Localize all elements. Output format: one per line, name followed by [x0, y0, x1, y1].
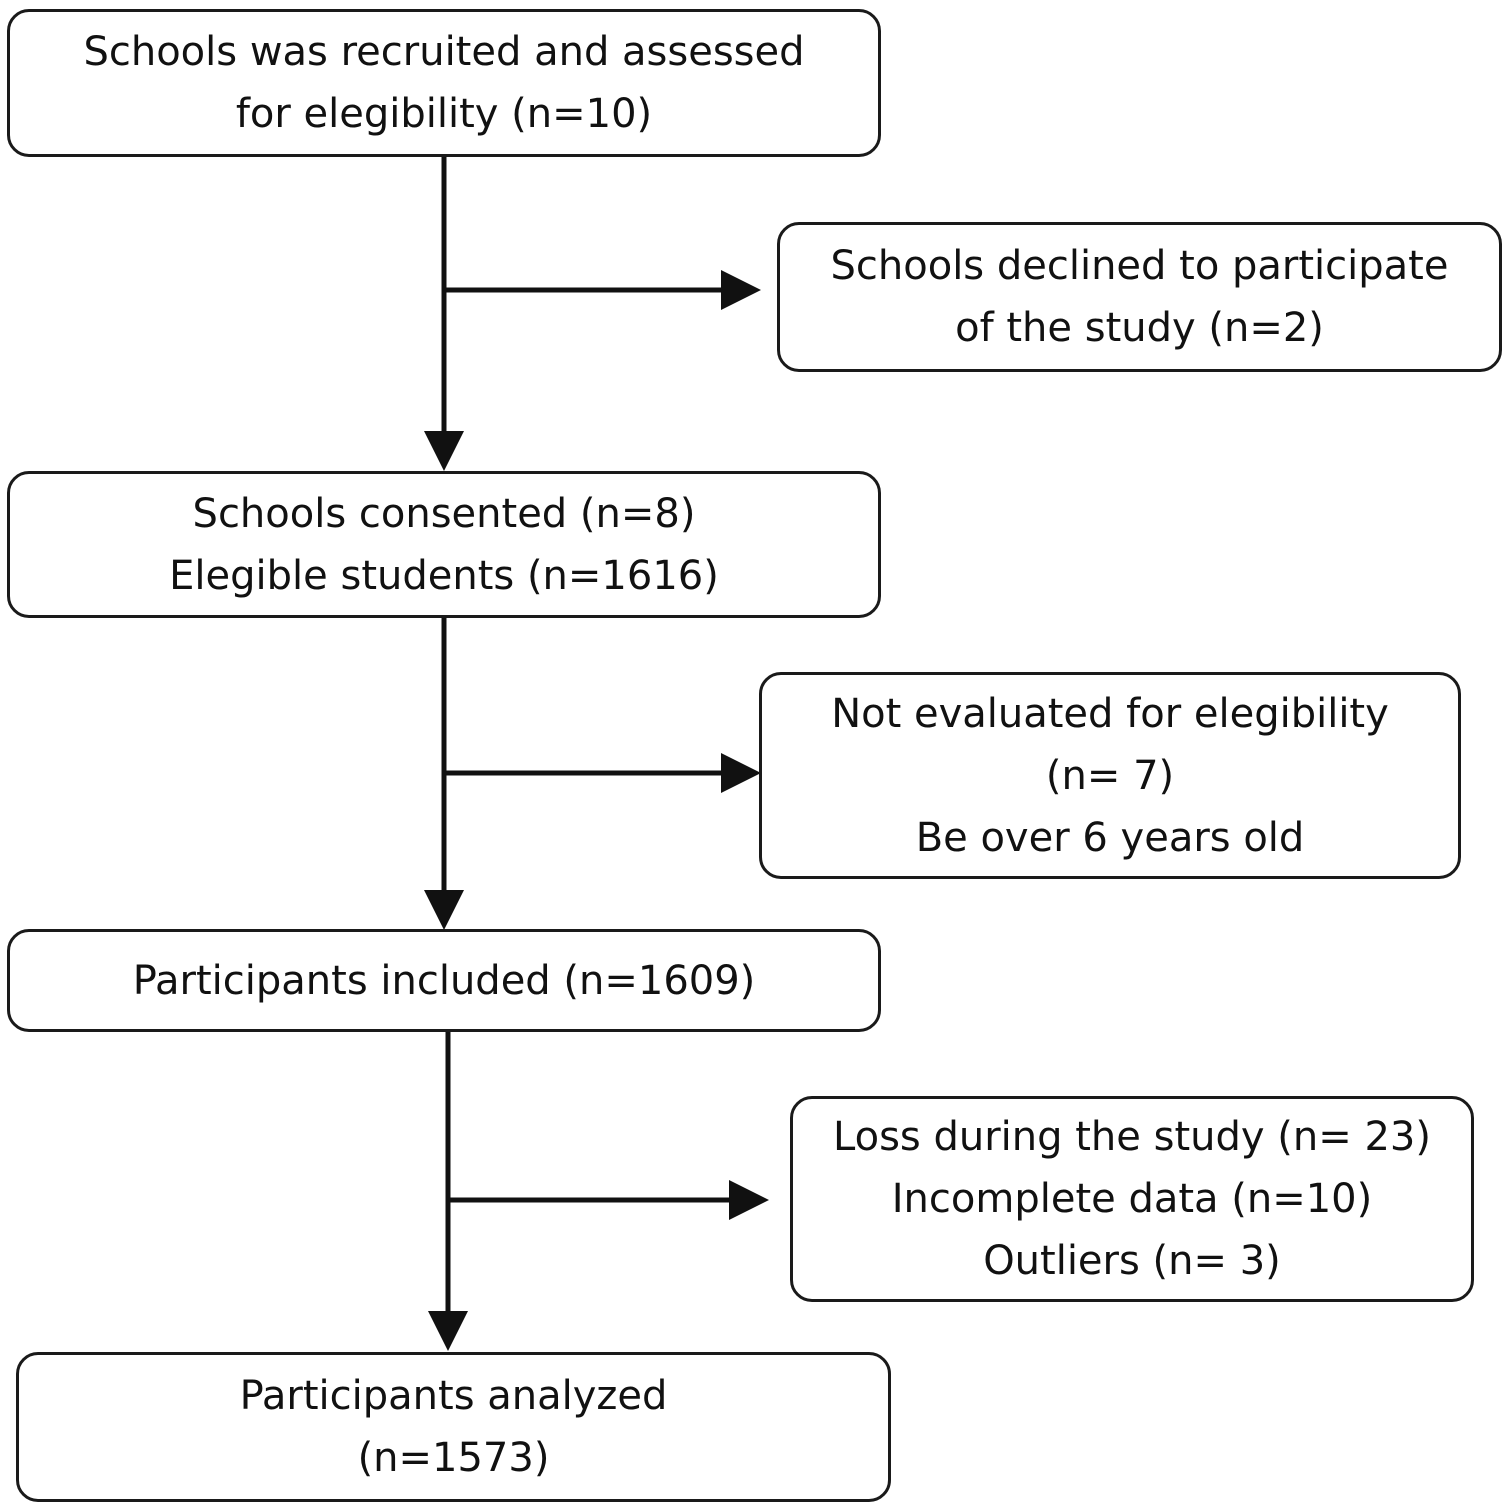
analyzed-line-1: Participants analyzed [239, 1373, 668, 1419]
box-recruited [7, 9, 881, 157]
declined-line-1: Schools declined to participate [830, 243, 1449, 289]
included-line-1: Participants included (n=1609) [132, 957, 756, 1004]
not-evaluated-line-3: Be over 6 years old [915, 814, 1305, 861]
box-analyzed [16, 1352, 891, 1502]
recruited-line-1: Schools was recruited and assessed [83, 29, 805, 75]
consented-line-1: Schools consented (n=8) [192, 490, 696, 537]
loss-line-1: Loss during the study (n= 23) [833, 1114, 1431, 1160]
loss-line-2: Incomplete data (n=10) [891, 1176, 1373, 1222]
box-not-evaluated [759, 672, 1461, 879]
not-evaluated-line-2: (n= 7) [1045, 752, 1175, 799]
box-included [7, 929, 881, 1032]
box-declined [777, 222, 1502, 372]
not-evaluated-line-1: Not evaluated for elegibility [831, 690, 1389, 737]
analyzed-line-2: (n=1573) [357, 1435, 550, 1481]
recruited-line-2: for elegibility (n=10) [235, 91, 653, 137]
box-consented [7, 471, 881, 618]
box-loss [790, 1096, 1474, 1302]
declined-line-2: of the study (n=2) [955, 305, 1324, 351]
consented-line-2: Elegible students (n=1616) [169, 552, 719, 599]
loss-line-3: Outliers (n= 3) [983, 1238, 1281, 1284]
